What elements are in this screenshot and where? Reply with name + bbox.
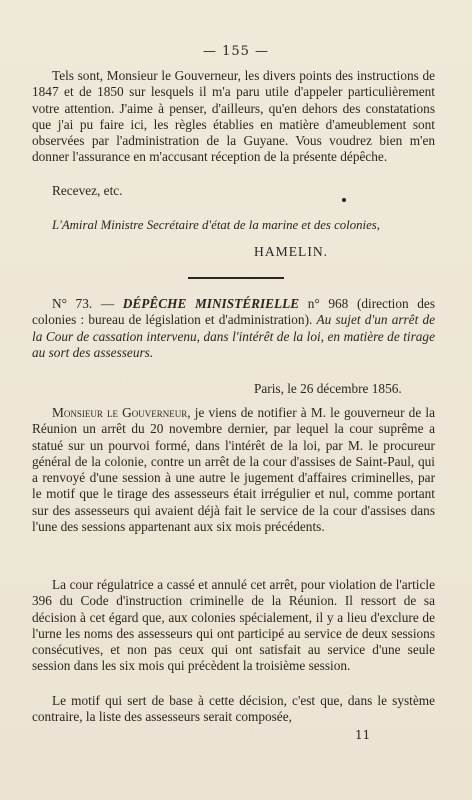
paragraph-instructions: Tels sont, Monsieur le Gouverneur, les divers points des instructions de 1847 et de 1850 sur lesquels il m'a paru utile d'appeler particulièrement votre attention. J'aime à penser, d'ailleurs, qu'en dehors des constatations que j'ai pu faire ici, les règles établies en matière d'ameublement sont observées par l'administration de la Guyane. Vous voudrez bien m'en donner l'assurance en m'accusant réception de la présente dépêche. <box>32 68 435 165</box>
section-divider <box>188 277 284 279</box>
paragraph-decision: La cour régulatrice a cassé et annulé cet arrêt, pour violation de l'article 396 du Code d'instruction criminelle de la Réunion. Il ressort de sa décision à cet égard que, aux colonies spécialement, il y a lieu d'exclure de l'urne les noms des assesseurs qui ont participé au service de deux sessions consécutives, et non pas ceux qui ont satisfait au service d'une seule session dans les six mois qui précèdent la troisième session. <box>32 577 435 674</box>
dispatch-reference: n° 968 (direction des colonies : bureau de législation et d'administration). <box>32 296 436 328</box>
paragraph-motive: Le motif qui sert de base à cette décision, c'est que, dans le système contraire, la liste des assesseurs serait composée, <box>32 693 435 725</box>
closing-formula: Recevez, etc. <box>52 183 123 198</box>
paragraph-notification-body: , je viens de notifier à M. le gouverneur de la Réunion un arrêt du 20 novembre dernier, par lequel la cour suprême a statué sur un pourvoi formé, dans l'intérêt de la loi, par M. le procureur général de la colonie, contre un arrêt de la cour d'assises de Saint-Paul, qui a renvoyé d'une session à une autre le jugement d'affaires criminelles, par le motif que le tirage des assesseurs était irrégulier et nul, comme portant sur des assesseurs qui avaient déjà fait le service de la cour d'assises dans l'une des sessions appartenant aux six mois précédents. <box>32 405 435 535</box>
signatory-name: HAMELIN. <box>254 244 329 259</box>
dispatch-number: N° 73. <box>52 296 93 311</box>
signatory-title: L'Amiral Ministre Secrétaire d'état de la marine et des colonies, <box>52 218 380 232</box>
salutation: Monsieur le Gouverneur <box>52 405 188 420</box>
ink-dot <box>342 198 346 202</box>
signature-mark: 11 <box>355 728 371 742</box>
page-number: — 155 — <box>202 44 270 59</box>
paragraph-notification <box>32 405 435 535</box>
dispatch-heading <box>32 296 435 361</box>
dispatch-title: DÉPÊCHE MINISTÉRIELLE <box>122 296 300 311</box>
dispatch-dash: — <box>92 296 123 311</box>
dispatch-subject: Au sujet d'un arrêt de la Cour de cassation intervenu, dans l'intérêt de la loi, en matière de tirage au sort des assesseurs. <box>32 312 435 360</box>
dispatch-date: Paris, le 26 décembre 1856. <box>254 381 402 396</box>
